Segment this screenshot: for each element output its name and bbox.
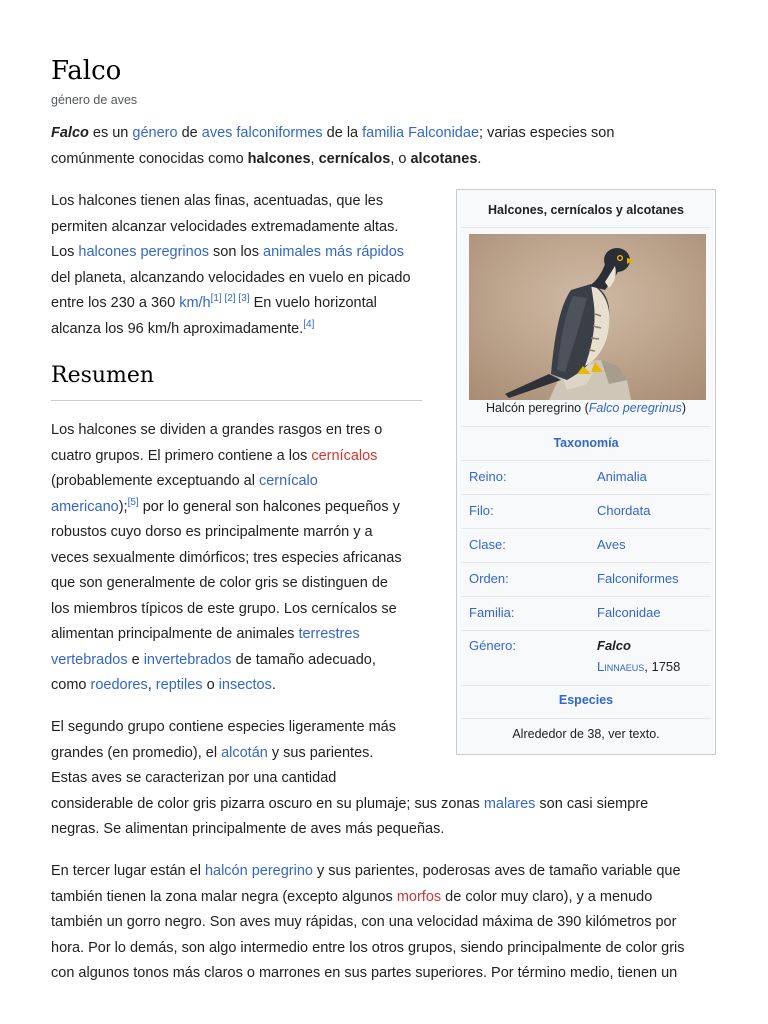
taxo-label-reino[interactable]: Reino: (469, 469, 507, 484)
link-vertebrados[interactable]: vertebrados (51, 651, 128, 668)
third-group-paragraph: En tercer lugar están el halcón peregrino y sus parientes, poderosas aves de tamaño variable que también tienen la zona malar negra (excepto algunos morfos de color muy claro), y a menudo también un gorro negro. Son aves muy rápidas, con una velocidad máxima de 390 kilómetros por hora. Por lo demás, son algo intermedio entre los otros grupos, siendo principalmente de color gris con algunos tonos más claros o marrones en sus partes superiores. Por término medio, tienen un (51, 863, 685, 981)
page-title: Falco (51, 56, 122, 86)
link-familia-falconidae[interactable]: familia Falconidae (362, 125, 480, 141)
link-malares[interactable]: malares (483, 795, 536, 812)
taxobox (456, 189, 716, 755)
taxo-value-genero: Falco (597, 638, 631, 653)
link-roedores[interactable]: roedores (90, 677, 148, 693)
link-cernicalos[interactable]: cernícalos (311, 447, 378, 464)
link-cernicalo-americano-2[interactable]: americano (51, 498, 119, 515)
link-aves-falconiformes[interactable]: aves falconiformes (201, 125, 323, 141)
link-invertebrados[interactable]: invertebrados (143, 651, 232, 668)
genus-bold: Falco (51, 125, 89, 141)
groups-paragraph: Los halcones se dividen a grandes rasgos en tres o cuatro grupos. El primero contiene a los cernícalos (probablemente exceptuando al cernícalo americano);[5] por lo general son halcones pequeños y robustos cuyo dorso es principalmente marrón y a veces sexualmente dimórficos; tres especies africanas que son generalmente de color gris se distinguen de los miembros típicos de este grupo. Los cernícalos se alimentan principalmente de animales terrestres vertebrados e invertebrados de tamaño adecuado, como roedores, reptiles o insectos. (51, 422, 402, 693)
ref-3[interactable]: [3] (238, 293, 250, 305)
link-animales-mas-rapidos[interactable]: animales más rápidos (263, 244, 405, 260)
link-morfos[interactable]: morfos (396, 888, 442, 905)
taxonomy-heading[interactable]: Taxonomía (553, 436, 619, 450)
photo-caption: Halcón peregrino (Falco peregrinus) (485, 401, 687, 415)
link-falco-peregrinus[interactable]: Falco peregrinus (588, 401, 682, 415)
ref-1[interactable]: [1] (210, 293, 222, 305)
taxo-label-genero[interactable]: Género: (469, 638, 516, 653)
speed-paragraph: Los halcones tienen alas finas, acentuadas, que les permiten alcanzar velocidades extremadamente altas. Los halcones peregrinos son los animales más rápidos del planeta, alcanzando velocidades en vuelo en picado entre los 230 a 360 km/h[1] [2] [3] En vuelo horizontal alcanza los 96 km/h aproximadamente.[4] (51, 193, 411, 337)
link-insectos[interactable]: insectos (218, 677, 272, 693)
taxobox-title: Halcones, cernícalos y alcotanes (488, 203, 684, 217)
species-text: Alrededor de 38, ver texto. (512, 727, 660, 741)
taxo-label-clase[interactable]: Clase: (469, 537, 506, 552)
taxo-value-reino[interactable]: Animalia (597, 469, 647, 484)
ref-4[interactable]: [4] (303, 318, 315, 330)
taxo-value-familia[interactable]: Falconidae (597, 605, 661, 620)
taxo-value-orden[interactable]: Falconiformes (597, 571, 679, 586)
taxo-label-orden[interactable]: Orden: (469, 571, 509, 586)
link-alcotan[interactable]: alcotán (221, 744, 268, 761)
second-group-paragraph: El segundo grupo contiene especies ligeramente más grandes (en promedio), el alcotán y sus parientes. Estas aves se caracterizan por una cantidad considerable de color gris pizarra oscuro en su plumaje; sus zonas malares son casi siempre negras. Se alimentan principalmente de aves más pequeñas. (51, 719, 649, 837)
taxo-label-familia[interactable]: Familia: (469, 605, 515, 620)
falcon-photo[interactable] (469, 234, 706, 400)
taxo-value-clase[interactable]: Aves (597, 537, 626, 552)
link-linnaeus[interactable]: Linnaeus (597, 659, 645, 674)
link-cernicalo-americano-1[interactable]: cernícalo (258, 473, 318, 489)
link-halcon-peregrino[interactable]: halcón peregrino (204, 863, 313, 879)
page-subtitle: género de aves (51, 93, 138, 107)
ref-2[interactable]: [2] (224, 293, 236, 305)
link-kmh[interactable]: km/h (179, 295, 211, 311)
taxo-value-filo[interactable]: Chordata (597, 503, 651, 518)
link-halcones-peregrinos[interactable]: halcones peregrinos (78, 244, 210, 260)
taxo-label-filo[interactable]: Filo: (469, 503, 494, 518)
ref-5[interactable]: [5] (127, 496, 139, 508)
link-reptiles[interactable]: reptiles (155, 677, 203, 693)
section-heading-resumen: Resumen (51, 363, 422, 401)
link-terrestres[interactable]: terrestres (298, 626, 360, 642)
species-heading[interactable]: Especies (558, 693, 614, 707)
link-genero[interactable]: género (132, 125, 178, 141)
intro-paragraph: Falco es un género de aves falconiformes de la familia Falconidae; varias especies son comúnmente conocidas como halcones, cernícalos, o alcotanes. (51, 125, 615, 167)
taxo-authority: Linnaeus, 1758 (597, 659, 681, 674)
